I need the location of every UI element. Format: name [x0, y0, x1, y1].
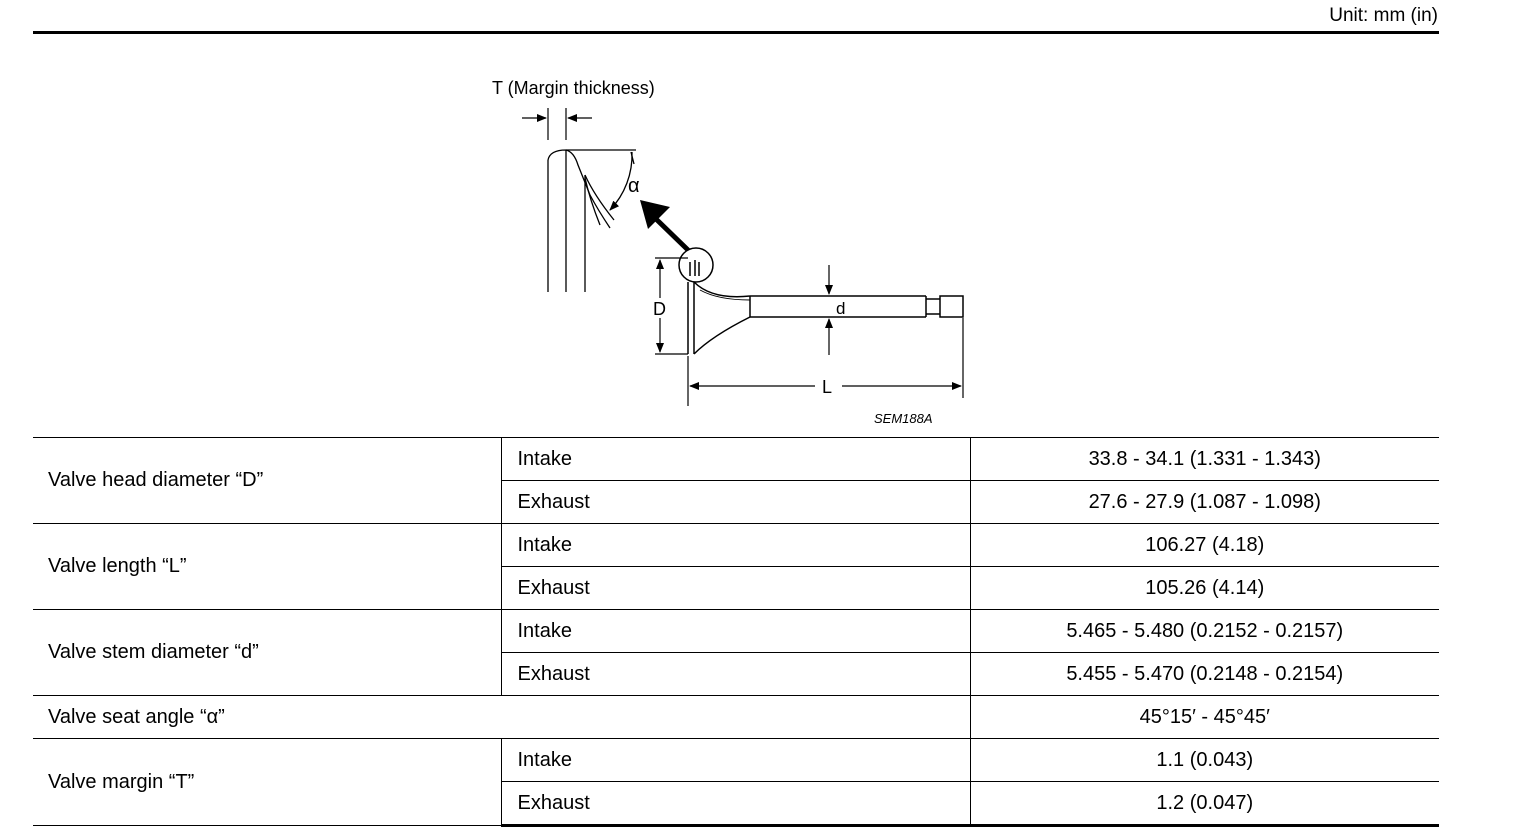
sub-cell: Exhaust [501, 567, 970, 610]
value-cell: 1.1 (0.043) [970, 739, 1439, 782]
margin-thickness-label: T (Margin thickness) [492, 78, 655, 98]
item-cell: Valve seat angle “α” [33, 696, 970, 739]
unit-label: Unit: mm (in) [1329, 5, 1438, 26]
sub-cell: Exhaust [501, 782, 970, 826]
sub-cell: Exhaust [501, 653, 970, 696]
l-label: L [822, 377, 833, 397]
value-cell: 5.465 - 5.480 (0.2152 - 0.2157) [970, 610, 1439, 653]
table-row [33, 696, 1439, 739]
value-cell: 106.27 (4.18) [970, 524, 1439, 567]
d-upper-label: D [653, 299, 666, 319]
valve-body [679, 248, 963, 354]
value-cell: 1.2 (0.047) [970, 782, 1439, 826]
pointer-arrow [640, 200, 688, 250]
value-cell: 105.26 (4.14) [970, 567, 1439, 610]
valve-spec-table [33, 437, 1439, 827]
value-cell: 33.8 - 34.1 (1.331 - 1.343) [970, 438, 1439, 481]
value-cell: 5.455 - 5.470 (0.2148 - 0.2154) [970, 653, 1439, 696]
figure-code: SEM188A [874, 411, 933, 426]
alpha-label: α [628, 175, 640, 197]
value-cell: 45°15′ - 45°45′ [970, 696, 1439, 739]
sub-cell: Intake [501, 438, 970, 481]
item-cell: Valve margin “T” [33, 739, 501, 826]
sub-cell: Intake [501, 610, 970, 653]
table-row [33, 438, 1439, 481]
table-row [33, 739, 1439, 782]
item-cell: Valve head diameter “D” [33, 438, 501, 524]
value-cell: 27.6 - 27.9 (1.087 - 1.098) [970, 481, 1439, 524]
table-row [33, 524, 1439, 567]
sub-cell: Intake [501, 524, 970, 567]
item-cell: Valve length “L” [33, 524, 501, 610]
sub-cell: Intake [501, 739, 970, 782]
sub-cell: Exhaust [501, 481, 970, 524]
table-row [33, 610, 1439, 653]
d-lower-label: d [836, 299, 846, 318]
margin-dimension [522, 108, 592, 140]
item-cell: Valve stem diameter “d” [33, 610, 501, 696]
valve-edge-detail [548, 150, 636, 292]
